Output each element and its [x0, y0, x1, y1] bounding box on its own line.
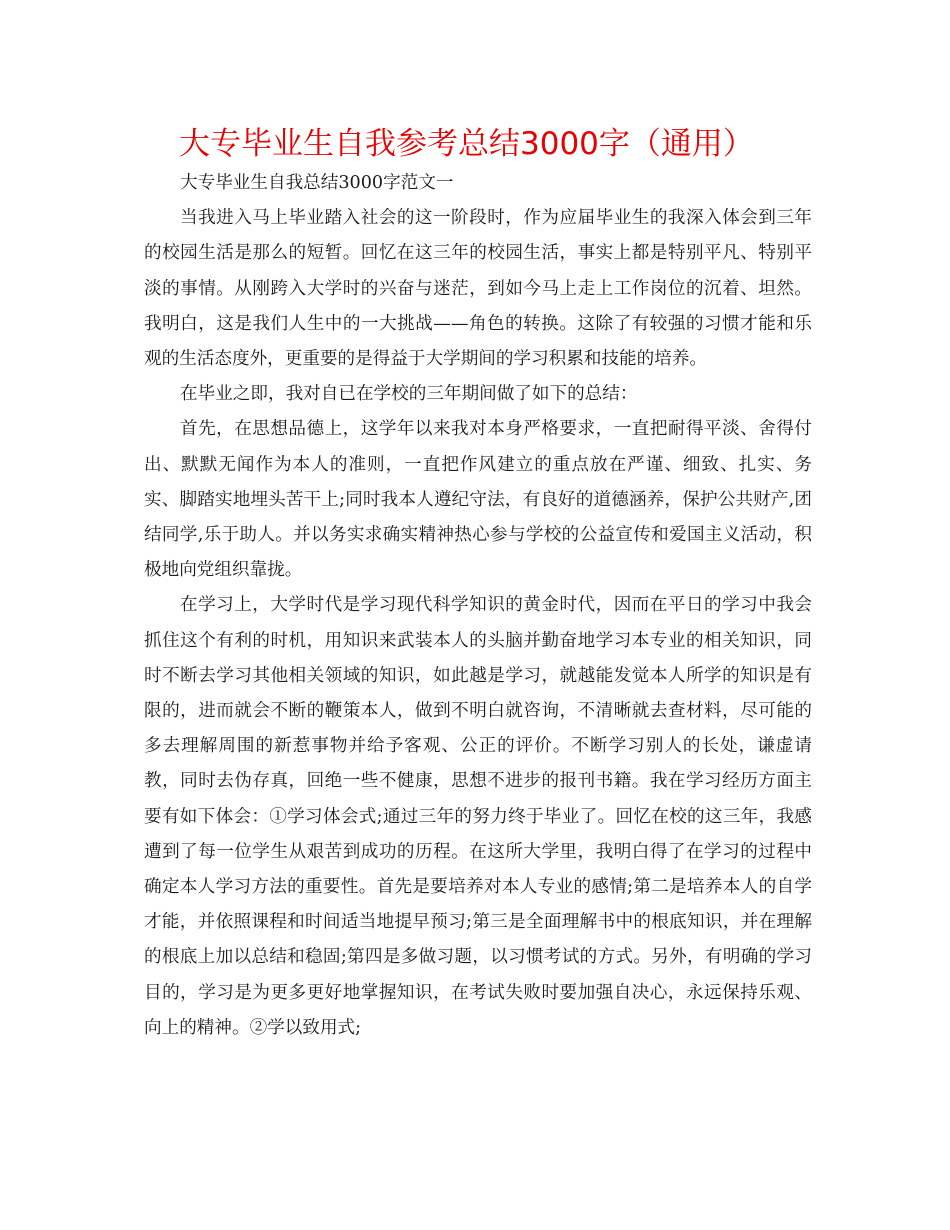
document-title: 大专毕业生自我参考总结3000字（通用）	[179, 126, 754, 162]
paragraph-summary-lead: 在毕业之即，我对自已在学校的三年期间做了如下的总结：	[180, 384, 638, 405]
paragraph-study: 在学习上，大学时代是学习现代科学知识的黄金时代，因而在平日的学习中我会抓住这个有利的时机，用知识来武装本人的头脑并勤奋地学习本专业的相关知识，同时不断去学习其他相关领域的知识，如此越是学习，就越能发觉本人所学的知识是有限的，进而就会不断的鞭策本人，做到不明白就咨询，不清晰就去查材料，尽可能的多去理解周围的新惹事物并给予客观、公正的评价。不断学习别人的长处，谦虚请教，同时去伪存真，回绝一些不健康，思想不进步的报刊书籍。我在学习经历方面主要有如下体会：①学习体会式;通过三年的努力终于毕业了。回忆在校的这三年，我感遭到了每一位学生从艰苦到成功的历程。在这所大学里，我明白得了在学习的过程中确定本人学习方法的重要性。首先是要培养对本人专业的感情;第二是培养本人的自学才能，并依照课程和时间适当地提早预习;第三是全面理解书中的根底知识，并在理解的根底上加以总结和稳固;第四是多做习题，以习惯考试的方式。另外，有明确的学习目的，学习是为更多更好地掌握知识，在考试失败时要加强自决心，永远保持乐观、向上的精神。②学以致用式;	[144, 595, 812, 1038]
document-body	[144, 166, 812, 1046]
paragraph-intro: 当我进入马上毕业踏入社会的这一阶段时，作为应届毕业生的我深入体会到三年的校园生活是那么的短暂。回忆在这三年的校园生活，事实上都是特别平凡、特别平淡的事情。从刚跨入大学时的兴奋与迷茫，到如今马上走上工作岗位的沉着、坦然。我明白，这是我们人生中的一大挑战——角色的转换。这除了有较强的习惯才能和乐观的生活态度外，更重要的是得益于大学期间的学习积累和技能的培养。	[144, 208, 812, 370]
document-subtitle: 大专毕业生自我总结3000字范文一	[180, 173, 454, 193]
paragraph-moral: 首先，在思想品德上，这学年以来我对本身严格要求，一直把耐得平淡、舍得付出、默默无闻作为本人的准则，一直把作风建立的重点放在严谨、细致、扎实、务实、脚踏实地埋头苦干上;同时我本人遵纪守法，有良好的道德涵养，保护公共财产,团结同学,乐于助人。并以务实求确实精神热心参与学校的公益宣传和爱国主义活动，积极地向党组织靠拢。	[144, 419, 812, 581]
